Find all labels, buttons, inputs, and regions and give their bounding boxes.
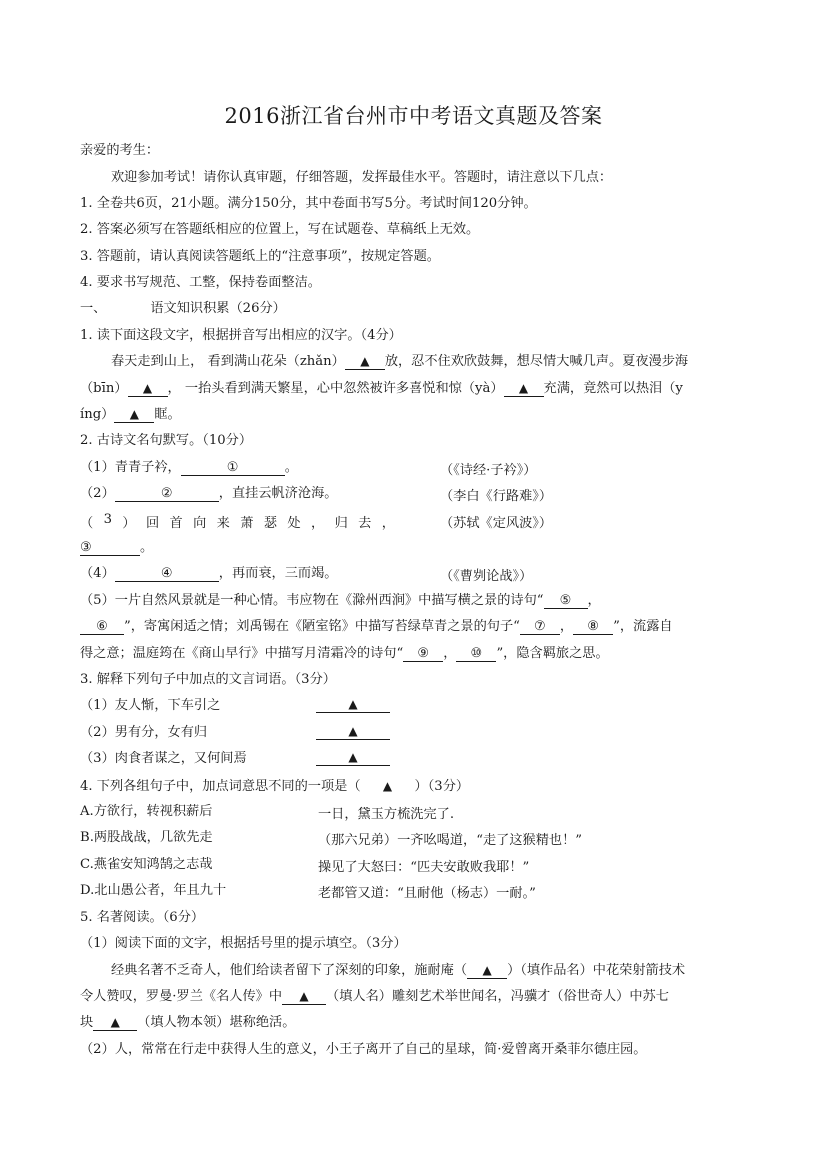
q2-text: ，直挂云帆济沧海。 <box>218 486 338 501</box>
q2-text: （4） <box>80 566 115 581</box>
q2-char: 首 <box>169 516 183 531</box>
blank-marker: ▲ <box>382 779 393 793</box>
answer-blank[interactable] <box>282 989 326 1005</box>
answer-blank[interactable] <box>504 381 544 397</box>
answer-blank[interactable] <box>467 963 507 979</box>
q4-option-a-right: 一日，黛玉方梳洗完了. <box>318 807 455 822</box>
answer-blank[interactable]: ⑩ <box>456 646 496 662</box>
q2-source-2: （李白《行路难》） <box>440 489 553 504</box>
blank-marker: ▲ <box>129 407 139 421</box>
q2-text: ”，隐含羁旅之思。 <box>496 646 609 661</box>
note-3: 3. 答题前，请认真阅读答题纸上的“注意事项”，按规定答题。 <box>80 249 440 264</box>
answer-blank[interactable]: ⑨ <box>403 646 443 662</box>
answer-blank[interactable] <box>316 750 390 766</box>
q1-text: íng） <box>80 407 115 422</box>
q2-char: 3 <box>103 512 112 527</box>
blank-marker: ▲ <box>142 381 153 395</box>
q2-text: ，再而衰，三而竭。 <box>218 566 338 581</box>
q4-option-b-left: B.两股战战，几欲先走 <box>80 830 213 845</box>
q5-text: 块 <box>80 1015 94 1030</box>
q2-stem: 2. 古诗文名句默写。（10分） <box>80 433 253 448</box>
q1-text: （bīn） <box>80 381 128 396</box>
q4-option-c-left: C.燕雀安知鸿鹄之志哉 <box>80 857 213 872</box>
section-title: 语文知识积累（26分） <box>150 301 286 316</box>
blank-marker: ▲ <box>518 381 529 395</box>
q4-option-d-right: 老都管又道：“且耐他（杨志）一耐。” <box>318 886 536 901</box>
q2-item-5-line-1 <box>80 592 601 610</box>
q2-char: 瑟 <box>263 516 278 531</box>
q2-char: ， <box>381 516 395 531</box>
q2-char: ） <box>122 516 136 531</box>
q5-sub-2: （2）人，常常在行走中获得人生的意义，小王子离开了自己的星球，简·爱曾离开桑菲尔德庄园。 <box>80 1042 647 1057</box>
q2-char: 萧 <box>240 516 254 531</box>
q2-source-1: （《诗经·子衿》） <box>440 463 537 478</box>
q3-stem: 3. 解释下列句子中加点的文言词语。（3分） <box>80 672 336 687</box>
q2-char: （ <box>80 516 94 531</box>
answer-blank[interactable]: ⑤ <box>544 593 588 609</box>
q2-char: 归 <box>334 516 348 531</box>
note-1: 1. 全卷共6页，21小题。满分150分，其中卷面书写5分。考试时间120分钟。 <box>80 196 537 211</box>
q2-text: 。 <box>284 460 298 475</box>
q2-char: ， <box>310 516 325 531</box>
q2-item-3 <box>80 512 395 531</box>
q5-text: （填人物本领）堪称绝活。 <box>137 1015 296 1030</box>
q1-line-2 <box>80 380 683 398</box>
answer-blank[interactable]: ⑥ <box>80 619 124 635</box>
section-number: 一、 <box>80 301 107 316</box>
answer-blank[interactable]: ④ <box>115 566 219 582</box>
q2-source-3: （苏轼《定风波》） <box>440 516 553 531</box>
answer-blank[interactable] <box>345 354 385 370</box>
q2-text: ， <box>559 619 574 634</box>
answer-blank[interactable]: ⑦ <box>520 619 560 635</box>
q3-item-3: （3）肉食者谋之，又何间焉 <box>80 751 247 766</box>
q2-item-5-line-3 <box>80 645 609 663</box>
page-title: 2016浙江省台州市中考语文真题及答案 <box>224 104 603 128</box>
q4-text: ）（3分） <box>414 779 470 794</box>
q2-text: 。 <box>140 540 154 555</box>
answer-blank[interactable]: ② <box>115 486 219 502</box>
q5-text: ）（填作品名）中花荣射箭技术 <box>507 963 686 978</box>
q2-text: ”，流露自 <box>613 619 673 634</box>
answer-blank[interactable]: ③ <box>80 540 140 556</box>
welcome-text: 欢迎参加考试！请你认真审题，仔细答题，发挥最佳水平。答题时，请注意以下几点： <box>111 170 613 185</box>
q5-para-line-2 <box>80 988 669 1006</box>
q5-para-line-1 <box>111 962 685 980</box>
q5-sub-1: （1）阅读下面的文字，根据括号里的提示填空。（3分） <box>80 936 407 951</box>
note-4: 4. 要求书写规范、工整，保持卷面整洁。 <box>80 275 321 290</box>
q2-item-5-line-2 <box>80 618 673 636</box>
q1-stem: 1. 读下面这段文字，根据拼音写出相应的汉字。（4分） <box>80 328 402 343</box>
section-heading <box>80 300 286 318</box>
note-2: 2. 答案必须写在答题纸相应的位置上，写在试题卷、草稿纸上无效。 <box>80 222 480 237</box>
blank-marker: ▲ <box>348 697 358 711</box>
answer-choice-blank[interactable] <box>361 777 415 796</box>
q2-text: ”，寄寓闲适之情；刘禹锡在《陋室铭》中描写苔绿草青之景的句子“ <box>124 619 520 634</box>
q5-stem: 5. 名著阅读。（6分） <box>80 910 205 925</box>
greeting: 亲爱的考生： <box>80 143 160 158</box>
blank-marker: ▲ <box>348 750 358 764</box>
q1-text: 春天走到山上， 看到满山花朵（zhǎn） <box>111 354 345 369</box>
blank-marker: ▲ <box>482 963 492 977</box>
q4-option-d-left: D.北山愚公者，年且九十 <box>80 883 227 898</box>
answer-blank[interactable] <box>114 407 154 423</box>
q2-char: 回 <box>145 516 160 531</box>
q1-line-3 <box>80 406 181 424</box>
q2-char: 处 <box>287 516 301 531</box>
q5-para-line-3 <box>80 1014 295 1032</box>
q2-text: ， <box>587 593 601 608</box>
q2-text: （1）青青子衿， <box>80 460 181 475</box>
q4-option-c-right: 操见了大怒曰：“匹夫安敢败我耶！” <box>318 860 530 875</box>
q1-text: 充满，竟然可以热泪（y <box>543 381 683 396</box>
q1-line-1 <box>111 353 688 371</box>
blank-marker: ▲ <box>348 724 358 738</box>
answer-blank[interactable] <box>316 724 390 740</box>
q5-text: （填人名）雕刻艺术举世闻名，冯骥才（俗世奇人）中苏七 <box>326 989 669 1004</box>
q2-item-1 <box>80 459 298 477</box>
q4-text: 4. 下列各组句子中，加点词意思不同的一项是（ <box>80 779 361 794</box>
q5-text: 经典名著不乏奇人，他们给读者留下了深刻的印象，施耐庵（ <box>111 963 468 978</box>
q2-char: 向 <box>193 516 207 531</box>
q4-option-b-right: （那六兄弟）一齐吆喝道，“走了这猴精也！” <box>318 833 583 848</box>
q2-char: 来 <box>216 516 230 531</box>
answer-blank[interactable]: ① <box>181 460 285 476</box>
answer-blank[interactable]: ⑧ <box>573 619 613 635</box>
q2-text: （2） <box>80 486 115 501</box>
q4-option-a-left: A.方欲行，转视积薪后 <box>80 804 213 819</box>
q2-item-4 <box>80 565 337 583</box>
q2-item-3-cont <box>80 539 153 557</box>
answer-blank[interactable] <box>316 697 390 713</box>
q1-text: ， 一抬头看到满天繁星，心中忽然被许多喜悦和惊（yà） <box>167 381 504 396</box>
answer-blank[interactable] <box>128 381 168 397</box>
blank-marker: ▲ <box>110 1015 120 1029</box>
q1-text: 眶。 <box>154 407 181 422</box>
q3-item-1: （1）友人惭，下车引之 <box>80 698 221 713</box>
q3-item-2: （2）男有分，女有归 <box>80 725 208 740</box>
q2-text: （5）一片自然风景就是一种心情。韦应物在《滁州西涧》中描写横之景的诗句“ <box>80 593 544 608</box>
q2-text: 得之意；温庭筠在《商山早行》中描写月清霜冷的诗句“ <box>80 646 404 661</box>
blank-marker: ▲ <box>360 354 370 368</box>
answer-blank[interactable] <box>93 1015 137 1031</box>
q2-text: ， <box>443 646 457 661</box>
q5-text: 令人赞叹，罗曼·罗兰《名人传》中 <box>80 989 283 1004</box>
q4-stem <box>80 777 469 796</box>
q1-text: 放，忍不住欢欣鼓舞，想尽情大喊几声。夏夜漫步海 <box>384 354 689 369</box>
q2-item-2 <box>80 485 337 503</box>
blank-marker: ▲ <box>299 989 309 1003</box>
q2-source-4: （《曹刿论战》） <box>440 569 533 584</box>
q2-char: 去 <box>358 516 372 531</box>
